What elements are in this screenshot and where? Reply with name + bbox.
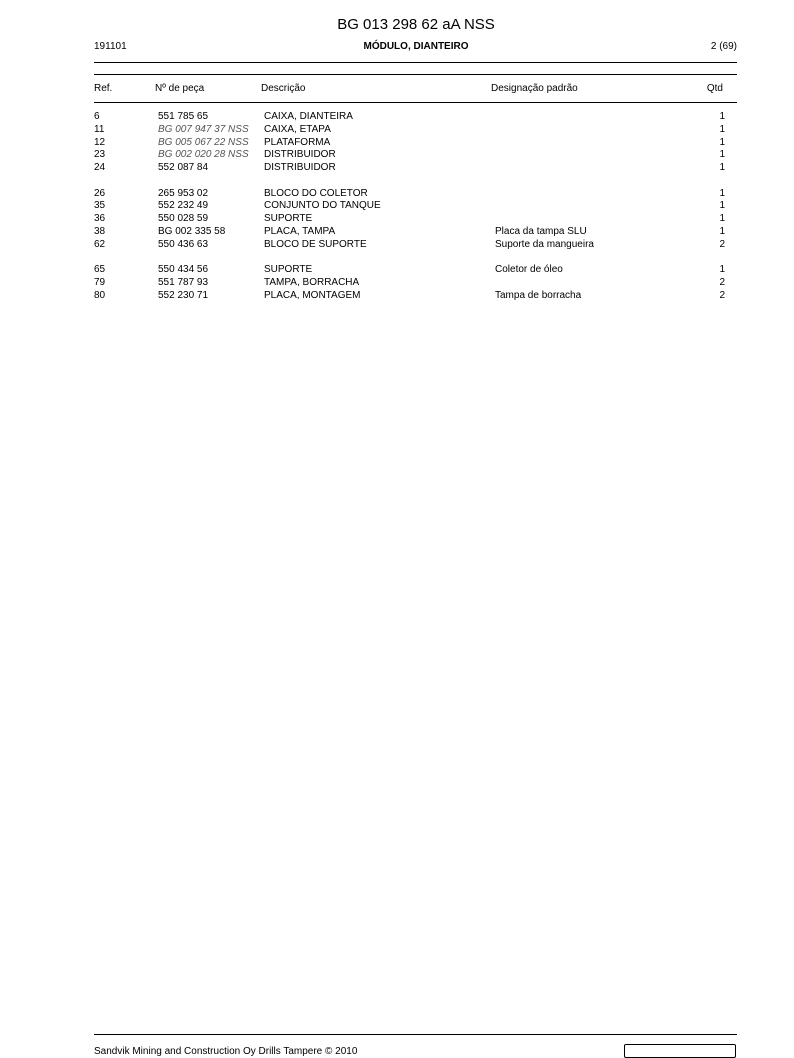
standard-designation-cell: Coletor de óleo	[495, 264, 563, 276]
table-row	[0, 213, 794, 226]
table-row	[0, 200, 794, 213]
footer-copyright: Sandvik Mining and Construction Oy Drills Tampere © 2010	[94, 1046, 358, 1057]
ref-cell: 11	[94, 123, 105, 135]
quantity-cell: 2	[719, 289, 725, 301]
header-divider	[94, 62, 737, 63]
table-row	[0, 149, 794, 162]
ref-cell: 65	[94, 264, 106, 276]
standard-designation-cell: Suporte da mangueira	[495, 238, 594, 250]
table-row	[0, 226, 794, 239]
table-row	[0, 162, 794, 175]
part-number-cell: 552 232 49	[158, 200, 209, 212]
part-number-cell: BG 007 947 37 NSS	[158, 123, 249, 135]
quantity-cell: 1	[719, 111, 725, 122]
quantity-cell: 1	[719, 264, 725, 276]
quantity-cell: 1	[719, 162, 725, 174]
description-cell: PLACA, TAMPA	[264, 226, 336, 238]
ref-cell: 23	[94, 149, 106, 161]
column-header-description: Descrição	[261, 83, 306, 94]
description-cell: CAIXA, DIANTEIRA	[264, 111, 353, 122]
part-number-cell: 265 953 02	[158, 187, 209, 199]
ref-cell: 35	[94, 200, 106, 212]
part-number-cell: 550 434 56	[158, 264, 209, 276]
part-number-cell: BG 002 020 28 NSS	[158, 149, 249, 161]
standard-designation-cell: Placa da tampa SLU	[495, 226, 587, 238]
part-number-cell: BG 005 067 22 NSS	[158, 136, 249, 148]
description-cell: DISTRIBUIDOR	[264, 162, 336, 174]
table-row	[0, 277, 794, 290]
ref-cell: 79	[94, 277, 106, 289]
ref-cell: 6	[94, 111, 100, 122]
description-cell: SUPORTE	[264, 264, 313, 276]
ref-cell: 12	[94, 136, 106, 148]
description-cell: BLOCO DO COLETOR	[264, 187, 368, 199]
description-cell: SUPORTE	[264, 213, 313, 225]
ref-cell: 80	[94, 289, 106, 301]
ref-cell: 26	[94, 187, 106, 199]
table-top-rule	[94, 74, 737, 75]
description-cell: PLACA, MONTAGEM	[264, 289, 361, 301]
table-row	[0, 264, 794, 277]
column-header-qty: Qtd	[706, 83, 723, 94]
quantity-cell: 1	[719, 200, 725, 212]
standard-designation-cell: Tampa de borracha	[495, 289, 582, 301]
module-name: MÓDULO, DIANTEIRO	[363, 41, 469, 52]
column-header-part-number: Nº de peça	[155, 83, 205, 94]
column-header-standard: Designação padrão	[491, 83, 578, 94]
ref-cell: 38	[94, 226, 106, 238]
part-number-cell: 550 028 59	[158, 213, 209, 225]
ref-cell: 36	[94, 213, 106, 225]
description-cell: TAMPA, BORRACHA	[264, 277, 360, 289]
table-row	[0, 137, 794, 150]
description-cell: CAIXA, ETAPA	[264, 123, 331, 135]
quantity-cell: 1	[719, 136, 725, 148]
table-header-rule	[94, 102, 737, 103]
document-title: BG 013 298 62 aA NSS	[337, 16, 495, 33]
description-cell: BLOCO DE SUPORTE	[264, 238, 367, 250]
ref-cell: 62	[94, 238, 106, 250]
page-number: 2 (69)	[710, 41, 737, 52]
quantity-cell: 1	[719, 149, 725, 161]
footer-divider	[94, 1034, 737, 1035]
part-number-cell: 552 230 71	[158, 289, 209, 301]
part-number-cell: 551 785 65	[158, 111, 209, 122]
quantity-cell: 2	[719, 238, 725, 250]
table-row	[0, 111, 794, 124]
quantity-cell: 1	[719, 187, 725, 199]
ref-cell: 24	[94, 162, 106, 174]
table-row	[0, 290, 794, 303]
description-cell: PLATAFORMA	[264, 136, 331, 148]
table-row	[0, 188, 794, 201]
part-number-cell: 552 087 84	[158, 162, 209, 174]
quantity-cell: 1	[719, 213, 725, 225]
parts-table-body	[0, 111, 794, 303]
document-code: 191101	[94, 41, 127, 52]
quantity-cell: 1	[719, 226, 725, 238]
description-cell: CONJUNTO DO TANQUE	[264, 200, 381, 212]
table-row	[0, 124, 794, 137]
part-number-cell: 551 787 93	[158, 277, 209, 289]
table-row	[0, 239, 794, 252]
quantity-cell: 2	[719, 277, 725, 289]
part-number-cell: 550 436 63	[158, 238, 209, 250]
description-cell: DISTRIBUIDOR	[264, 149, 336, 161]
quantity-cell: 1	[719, 123, 725, 135]
column-header-ref: Ref.	[94, 83, 113, 94]
brand-logo	[624, 1044, 736, 1058]
part-number-cell: BG 002 335 58	[158, 226, 226, 238]
